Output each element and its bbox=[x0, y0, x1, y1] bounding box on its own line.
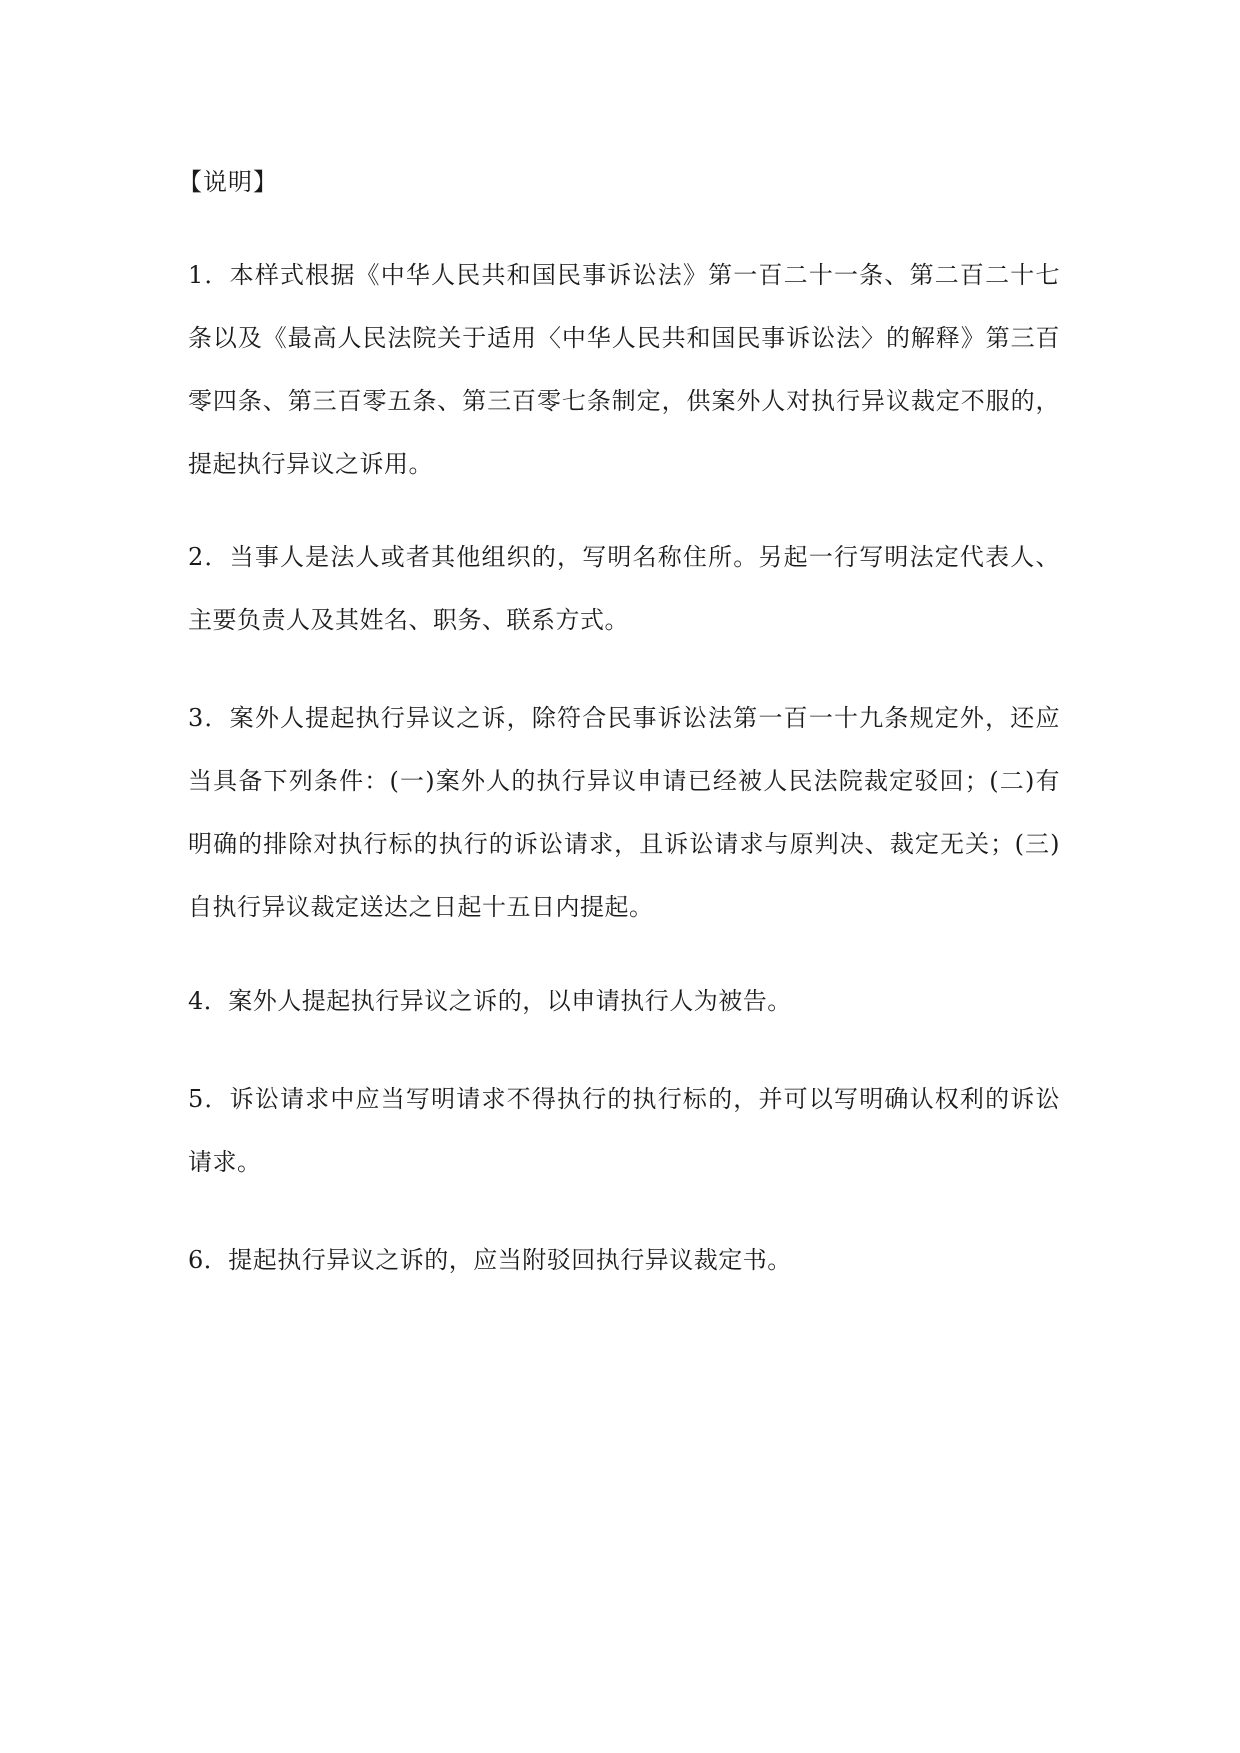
instruction-paragraph-5: 5．诉讼请求中应当写明请求不得执行的执行标的，并可以写明确认权利的诉讼请求。 bbox=[188, 1085, 1060, 1176]
instruction-paragraph-2: 2．当事人是法人或者其他组织的，写明名称住所。另起一行写明法定代表人、主要负责人及其姓名、职务、联系方式。 bbox=[188, 543, 1060, 634]
document-heading: 【说明】 bbox=[178, 168, 278, 196]
instruction-paragraph-3: 3．案外人提起执行异议之诉，除符合民事诉讼法第一百一十九条规定外，还应当具备下列条件：(一)案外人的执行异议申请已经被人民法院裁定驳回；(二)有明确的排除对执行标的执行的诉讼请求，且诉讼请求与原判决、裁定无关；(三)自执行异议裁定送达之日起十五日内提起。 bbox=[188, 704, 1060, 921]
instruction-paragraph-6: 6．提起执行异议之诉的，应当附驳回执行异议裁定书。 bbox=[188, 1246, 792, 1274]
instruction-paragraph-1: 1．本样式根据《中华人民共和国民事诉讼法》第一百二十一条、第二百二十七条以及《最高人民法院关于适用〈中华人民共和国民事诉讼法〉的解释》第三百零四条、第三百零五条、第三百零七条制定，供案外人对执行异议裁定不服的，提起执行异议之诉用。 bbox=[188, 261, 1060, 478]
instruction-paragraph-4: 4．案外人提起执行异议之诉的，以申请执行人为被告。 bbox=[188, 987, 792, 1015]
